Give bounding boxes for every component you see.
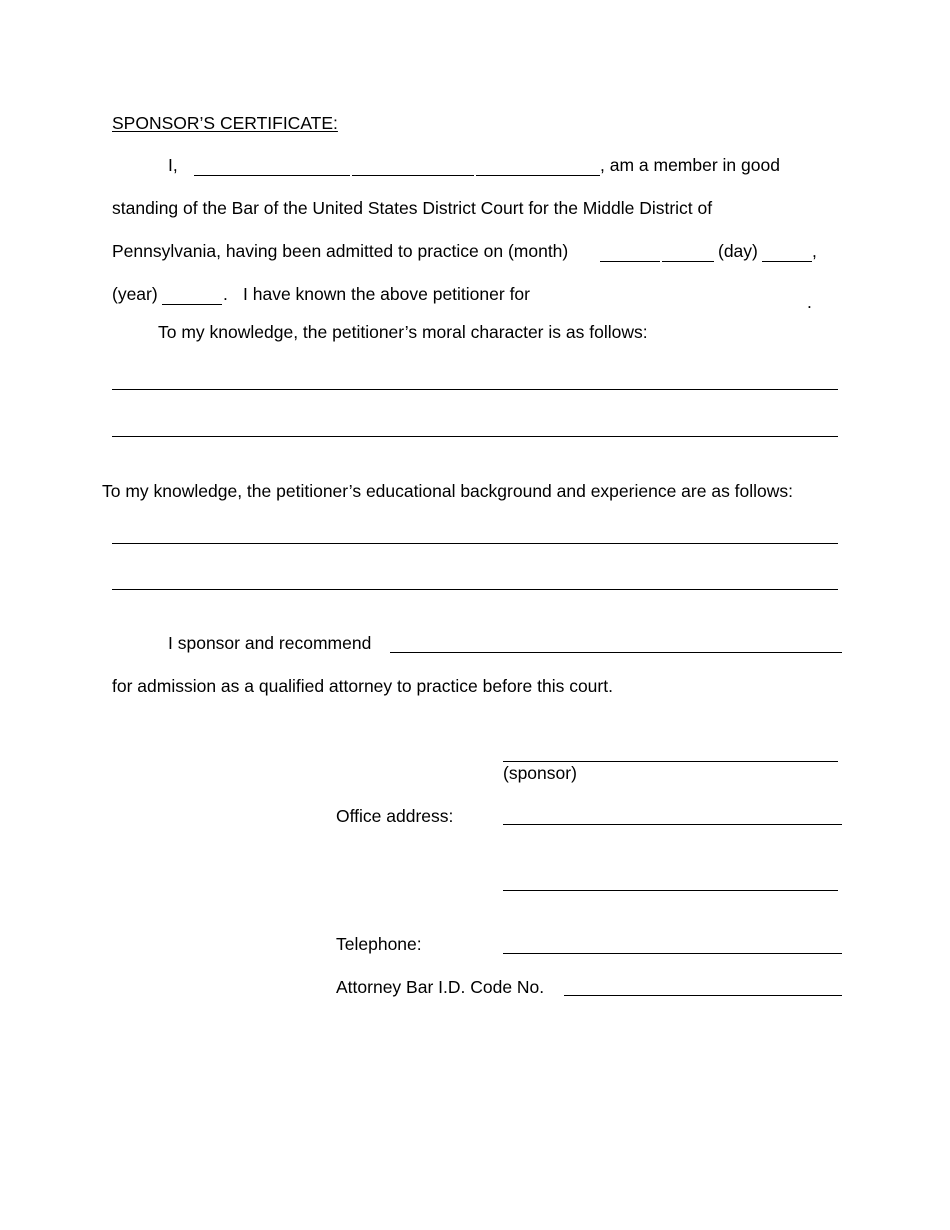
year-field[interactable] [162,304,222,305]
year-period: . [223,284,228,304]
moral-character-line-1[interactable] [112,389,838,390]
member-text: , am a member in good [600,155,780,175]
month-field-2[interactable] [662,261,714,262]
office-address-line-1[interactable] [503,824,842,825]
bar-id-field[interactable] [564,995,842,996]
recommend-text: I sponsor and recommend [168,633,372,653]
sponsor-signature-line[interactable] [503,761,838,762]
telephone-field[interactable] [503,953,842,954]
standing-text: standing of the Bar of the United States District Court for the Middle District of [112,198,713,218]
intro-i: I, [168,155,178,175]
bar-id-label: Attorney Bar I.D. Code No. [336,977,545,997]
known-text: I have known the above petitioner for [243,284,530,304]
day-label: (day) [718,241,758,261]
moral-character-prompt: To my knowledge, the petitioner’s moral character is as follows: [158,322,648,342]
year-label: (year) [112,284,158,304]
education-line-2[interactable] [112,589,838,590]
month-field-1[interactable] [600,261,660,262]
sponsor-label: (sponsor) [503,763,577,783]
telephone-label: Telephone: [336,934,422,954]
sponsor-name-field-2[interactable] [352,175,474,176]
day-field[interactable] [762,261,812,262]
admitted-text: Pennsylvania, having been admitted to practice on (month) [112,241,569,261]
page-title: SPONSOR’S CERTIFICATE: [112,113,338,133]
office-address-line-2[interactable] [503,890,838,891]
office-address-label: Office address: [336,806,454,826]
sponsor-name-field-3[interactable] [476,175,600,176]
sponsor-name-field-1[interactable] [194,175,350,176]
moral-character-line-2[interactable] [112,436,838,437]
admission-text: for admission as a qualified attorney to practice before this court. [112,676,613,696]
education-line-1[interactable] [112,543,838,544]
education-prompt: To my knowledge, the petitioner’s educational background and experience are as follows: [102,481,794,501]
recommended-name-field[interactable] [390,652,842,653]
known-period: . [807,292,812,312]
day-comma: , [812,241,817,261]
